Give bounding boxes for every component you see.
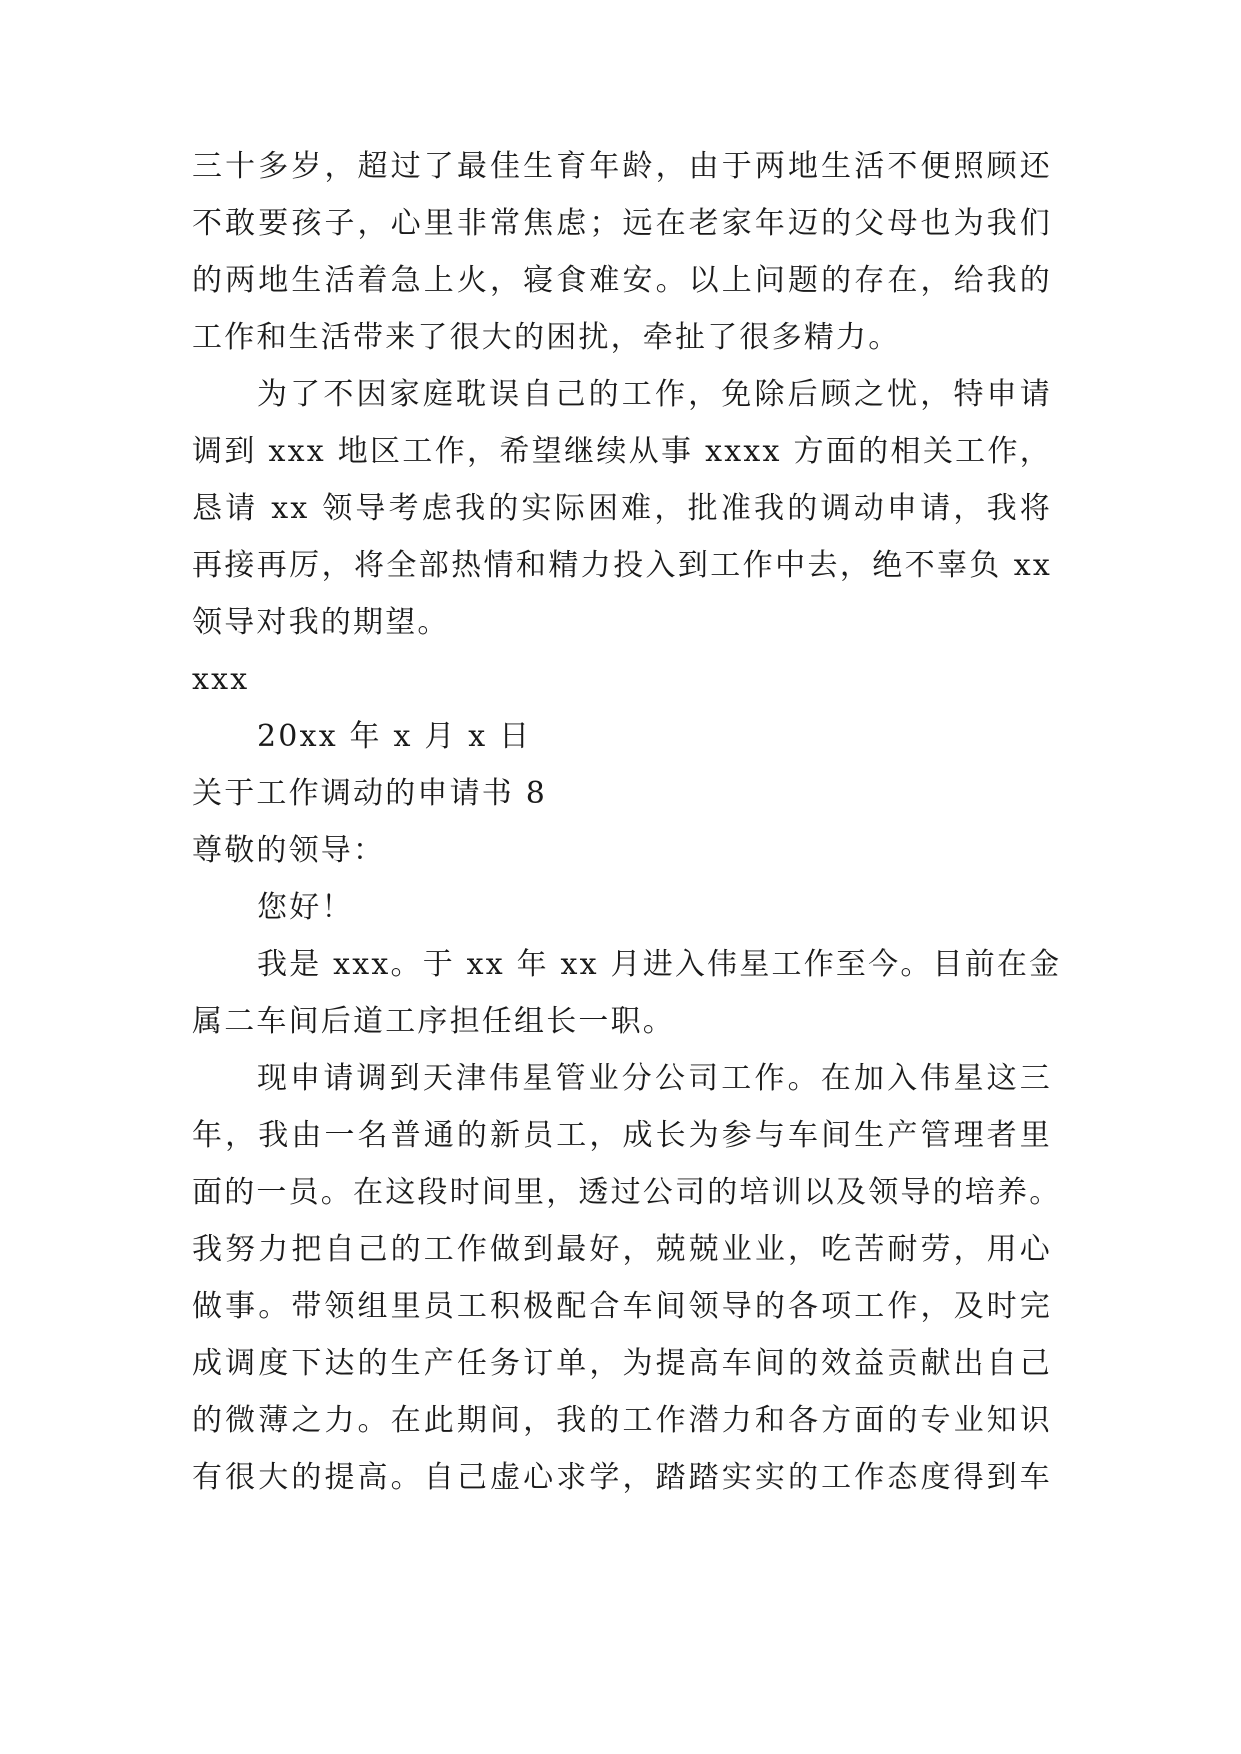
paragraph-line: 工作和生活带来了很大的困扰，牵扯了很多精力。 (192, 320, 901, 355)
salutation: 尊敬的领导： (192, 833, 386, 868)
paragraph-line: 我是 xxx。于 xx 年 xx 月进入伟星工作至今。目前在金 (257, 947, 1062, 982)
paragraph-line: 再接再厉，将全部热情和精力投入到工作中去，绝不辜负 xx (192, 548, 1052, 583)
paragraph-line: 为了不因家庭耽误自己的工作，免除后顾之忧，特申请 (257, 377, 1052, 412)
paragraph-line: 面的一员。在这段时间里，透过公司的培训以及领导的培养。 (192, 1175, 1062, 1210)
paragraph-line: 三十多岁，超过了最佳生育年龄，由于两地生活不便照顾还 (192, 149, 1052, 184)
paragraph-line: 现申请调到天津伟星管业分公司工作。在加入伟星这三 (257, 1061, 1052, 1096)
paragraph-line: 不敢要孩子，心里非常焦虑；远在老家年迈的父母也为我们 (192, 206, 1052, 241)
signature-date: 20xx 年 x 月 x 日 (257, 719, 532, 754)
paragraph-line: 做事。带领组里员工积极配合车间领导的各项工作，及时完 (192, 1289, 1052, 1324)
paragraph-line: 有很大的提高。自己虚心求学，踏踏实实的工作态度得到车 (192, 1460, 1052, 1495)
paragraph-line: 恳请 xx 领导考虑我的实际困难，批准我的调动申请，我将 (192, 491, 1052, 526)
paragraph-line: 我努力把自己的工作做到最好，兢兢业业，吃苦耐劳，用心 (192, 1232, 1052, 1267)
paragraph-line: 的两地生活着急上火，寝食难安。以上问题的存在，给我的 (192, 263, 1052, 298)
paragraph-line: 的微薄之力。在此期间，我的工作潜力和各方面的专业知识 (192, 1403, 1052, 1438)
section-title: 关于工作调动的申请书 8 (192, 776, 548, 811)
paragraph-line: 年，我由一名普通的新员工，成长为参与车间生产管理者里 (192, 1118, 1052, 1153)
paragraph-line: 属二车间后道工序担任组长一职。 (192, 1004, 675, 1039)
paragraph-line: 调到 xxx 地区工作，希望继续从事 xxxx 方面的相关工作， (192, 434, 1052, 469)
paragraph-line: 成调度下达的生产任务订单，为提高车间的效益贡献出自己 (192, 1346, 1052, 1381)
greeting: 您好！ (257, 890, 354, 925)
signature-name: xxx (192, 662, 250, 697)
paragraph-line: 领导对我的期望。 (192, 605, 450, 640)
